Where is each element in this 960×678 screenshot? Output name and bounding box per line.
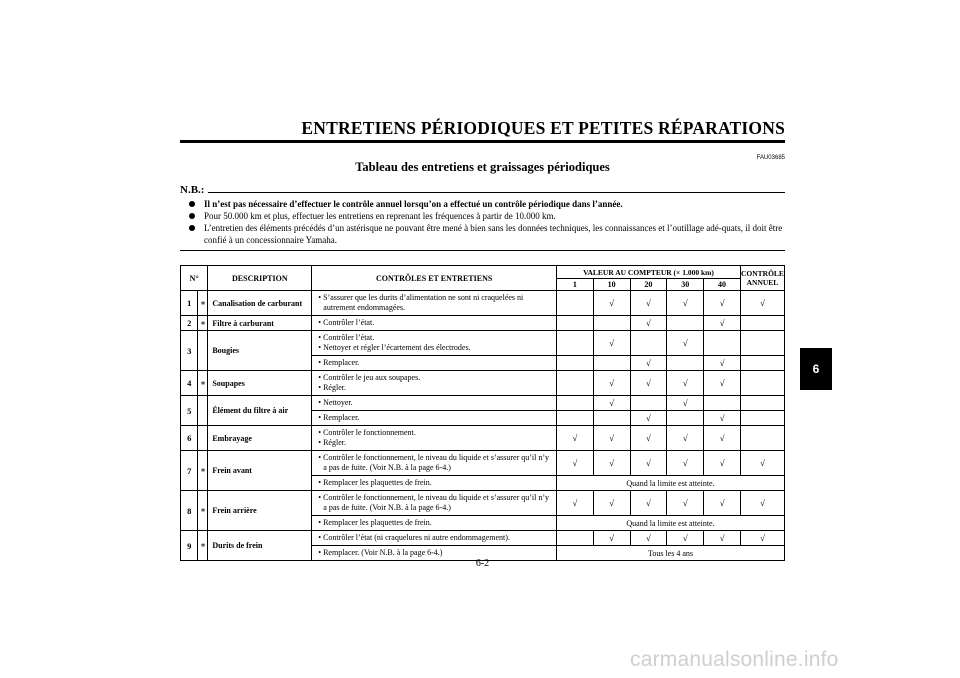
check-cell (556, 371, 593, 396)
header-km-20: 20 (630, 279, 667, 291)
nb-rule (208, 192, 785, 193)
row-description: Frein avant (208, 451, 312, 491)
annual-check-cell: √ (740, 531, 784, 546)
check-cell (556, 531, 593, 546)
row-action (312, 331, 557, 356)
check-cell: √ (593, 451, 630, 476)
row-action (312, 516, 557, 531)
page-header-title: ENTRETIENS PÉRIODIQUES ET PETITES RÉPARATIONS (301, 118, 785, 138)
action-line: • Régler. (318, 383, 346, 392)
bullet-icon (189, 201, 195, 207)
row-number: 9 (181, 531, 198, 561)
row-number: 6 (181, 426, 198, 451)
row-action (312, 316, 557, 331)
row-description: Frein arrière (208, 491, 312, 531)
check-cell: √ (630, 411, 667, 426)
check-cell: √ (556, 451, 593, 476)
row-action (312, 396, 557, 411)
row-number: 4 (181, 371, 198, 396)
bullet-icon (189, 213, 195, 219)
action-line: • Remplacer les plaquettes de frein. (318, 478, 432, 487)
table-row (181, 491, 785, 516)
check-cell (630, 396, 667, 411)
asterisk-marker: ∗ (198, 451, 208, 491)
check-cell: √ (667, 426, 704, 451)
check-cell: √ (704, 411, 741, 426)
action-line: • Remplacer. (318, 358, 360, 367)
row-action (312, 411, 557, 426)
check-cell: √ (593, 291, 630, 316)
check-cell: √ (704, 491, 741, 516)
check-cell: √ (593, 331, 630, 356)
row-action (312, 426, 557, 451)
annual-check-cell (740, 426, 784, 451)
check-cell: √ (630, 426, 667, 451)
row-action (312, 356, 557, 371)
row-description: Bougies (208, 331, 312, 371)
nb-section (180, 184, 785, 251)
table-row (181, 371, 785, 396)
annual-check-cell: √ (740, 451, 784, 476)
check-cell (593, 356, 630, 371)
action-line: • Contrôler l’état. (318, 318, 375, 327)
asterisk-marker: ∗ (198, 531, 208, 561)
table-row (181, 331, 785, 356)
nb-item-text: Pour 50.000 km et plus, effectuer les entretiens en reprenant les fréquences à partir de 10.000 km. (204, 211, 556, 221)
row-description: Embrayage (208, 426, 312, 451)
check-cell: √ (704, 356, 741, 371)
nb-item (180, 198, 785, 210)
check-cell: √ (667, 451, 704, 476)
check-cell: √ (593, 531, 630, 546)
action-line: • Contrôler le jeu aux soupapes. (318, 373, 421, 382)
action-line: • Remplacer. (Voir N.B. à la page 6-4.) (318, 548, 443, 557)
annual-check-cell: √ (740, 491, 784, 516)
asterisk-marker: ∗ (198, 371, 208, 396)
header-annual: CONTRÔLE ANNUEL (740, 266, 784, 291)
table-row (181, 426, 785, 451)
check-cell: √ (630, 531, 667, 546)
nb-item-text: Il n’est pas nécessaire d’effectuer le contrôle annuel lorsqu’on a effectué un contrôle périodique dans l’année. (204, 199, 623, 209)
row-number: 5 (181, 396, 198, 426)
table-title: Tableau des entretiens et graissages périodiques (355, 160, 610, 174)
check-cell: √ (630, 371, 667, 396)
check-cell (556, 291, 593, 316)
row-number: 7 (181, 451, 198, 491)
annual-check-cell (740, 411, 784, 426)
check-cell (667, 356, 704, 371)
row-action (312, 491, 557, 516)
action-line: • Contrôler l’état. (318, 333, 375, 342)
asterisk-marker: ∗ (198, 316, 208, 331)
asterisk-marker: ∗ (198, 491, 208, 531)
page-number: 6-2 (475, 558, 490, 569)
asterisk-marker: ∗ (198, 291, 208, 316)
check-cell: √ (704, 426, 741, 451)
check-cell: √ (630, 356, 667, 371)
row-description: Élément du filtre à air (208, 396, 312, 426)
check-cell (556, 331, 593, 356)
watermark: carmanualsonline.info (630, 648, 839, 671)
annual-check-cell (740, 371, 784, 396)
check-cell: √ (593, 491, 630, 516)
check-cell (556, 411, 593, 426)
table-row (181, 396, 785, 411)
action-line: • Contrôler le fonctionnement. (318, 428, 416, 437)
check-cell: √ (630, 451, 667, 476)
nb-bottom-rule (180, 250, 785, 251)
annual-check-cell (740, 396, 784, 411)
check-cell (593, 316, 630, 331)
action-line: • Nettoyer. (318, 398, 353, 407)
table-row (181, 451, 785, 476)
check-cell: √ (704, 291, 741, 316)
annual-check-cell (740, 316, 784, 331)
interval-note: Quand la limite est atteinte. (556, 476, 784, 491)
action-line: • Contrôler le fonctionnement, le niveau du liquide et s’assurer qu’il n’y a pas de fuite. (Voir N.B. à la page 6-4.) (318, 453, 550, 472)
maintenance-table (180, 265, 785, 561)
check-cell: √ (704, 451, 741, 476)
asterisk-marker (198, 331, 208, 371)
check-cell: √ (667, 491, 704, 516)
header-km-1: 1 (556, 279, 593, 291)
check-cell: √ (667, 396, 704, 411)
interval-note: Quand la limite est atteinte. (556, 516, 784, 531)
check-cell: √ (593, 371, 630, 396)
header-km-40: 40 (704, 279, 741, 291)
action-line: • Régler. (318, 438, 346, 447)
check-cell (704, 396, 741, 411)
asterisk-marker (198, 426, 208, 451)
check-cell (556, 316, 593, 331)
check-cell (704, 331, 741, 356)
check-cell: √ (704, 531, 741, 546)
nb-item-text: L’entretien des éléments précédés d’un astérisque ne pouvant être mené à bien sans les données techniques, les connaissances et l’outillage adé-quats, il doit être confié à un concessionnaire Yamaha. (204, 223, 783, 245)
check-cell: √ (667, 291, 704, 316)
check-cell (593, 411, 630, 426)
interval-note: Tous les 4 ans (556, 546, 784, 561)
annual-check-cell (740, 356, 784, 371)
check-cell: √ (630, 316, 667, 331)
table-row (181, 531, 785, 546)
annual-check-cell (740, 331, 784, 356)
action-line: • S’assurer que les durits d’alimentation ne sont ni craquelées ni autrement endommagées. (318, 293, 524, 312)
row-description: Durits de frein (208, 531, 312, 561)
nb-item (180, 210, 785, 222)
row-action (312, 451, 557, 476)
row-number: 8 (181, 491, 198, 531)
nb-list (180, 198, 785, 246)
bullet-icon (189, 225, 195, 231)
header-km-10: 10 (593, 279, 630, 291)
chapter-tab: 6 (800, 348, 832, 390)
table-body (181, 291, 785, 561)
action-line: • Remplacer. (318, 413, 360, 422)
asterisk-marker (198, 396, 208, 426)
check-cell: √ (556, 491, 593, 516)
check-cell: √ (593, 396, 630, 411)
check-cell: √ (704, 371, 741, 396)
header-num: N° (181, 266, 208, 291)
action-line: • Remplacer les plaquettes de frein. (318, 518, 432, 527)
nb-label: N.B.: (180, 184, 205, 196)
check-cell: √ (667, 531, 704, 546)
header-rule (180, 140, 785, 143)
check-cell (556, 356, 593, 371)
header-odometer: VALEUR AU COMPTEUR (× 1.000 km) (556, 266, 740, 279)
check-cell: √ (593, 426, 630, 451)
row-description: Canalisation de carburant (208, 291, 312, 316)
header-description: DESCRIPTION (208, 266, 312, 291)
check-cell: √ (667, 371, 704, 396)
check-cell (630, 331, 667, 356)
nb-item (180, 222, 785, 246)
table-header (181, 266, 785, 291)
check-cell: √ (667, 331, 704, 356)
action-line: • Contrôler l’état (ni craquelures ni autre endommagement). (318, 533, 510, 542)
check-cell (556, 396, 593, 411)
row-action (312, 531, 557, 546)
row-number: 3 (181, 331, 198, 371)
nb-header (180, 184, 785, 196)
row-action (312, 476, 557, 491)
table-row (181, 316, 785, 331)
row-description: Filtre à carburant (208, 316, 312, 331)
check-cell (667, 316, 704, 331)
check-cell (667, 411, 704, 426)
action-line: • Nettoyer et régler l’écartement des électrodes. (318, 343, 471, 352)
action-line: • Contrôler le fonctionnement, le niveau du liquide et s’assurer qu’il n’y a pas de fuite. (Voir N.B. à la page 6-4.) (318, 493, 550, 512)
check-cell: √ (556, 426, 593, 451)
document-code: FAU03685 (756, 155, 785, 161)
header-controls: CONTRÔLES ET ENTRETIENS (312, 266, 557, 291)
row-description: Soupapes (208, 371, 312, 396)
check-cell: √ (630, 291, 667, 316)
row-number: 2 (181, 316, 198, 331)
check-cell: √ (630, 491, 667, 516)
check-cell: √ (704, 316, 741, 331)
row-action (312, 371, 557, 396)
table-row (181, 291, 785, 316)
row-action (312, 291, 557, 316)
annual-check-cell: √ (740, 291, 784, 316)
row-number: 1 (181, 291, 198, 316)
header-km-30: 30 (667, 279, 704, 291)
